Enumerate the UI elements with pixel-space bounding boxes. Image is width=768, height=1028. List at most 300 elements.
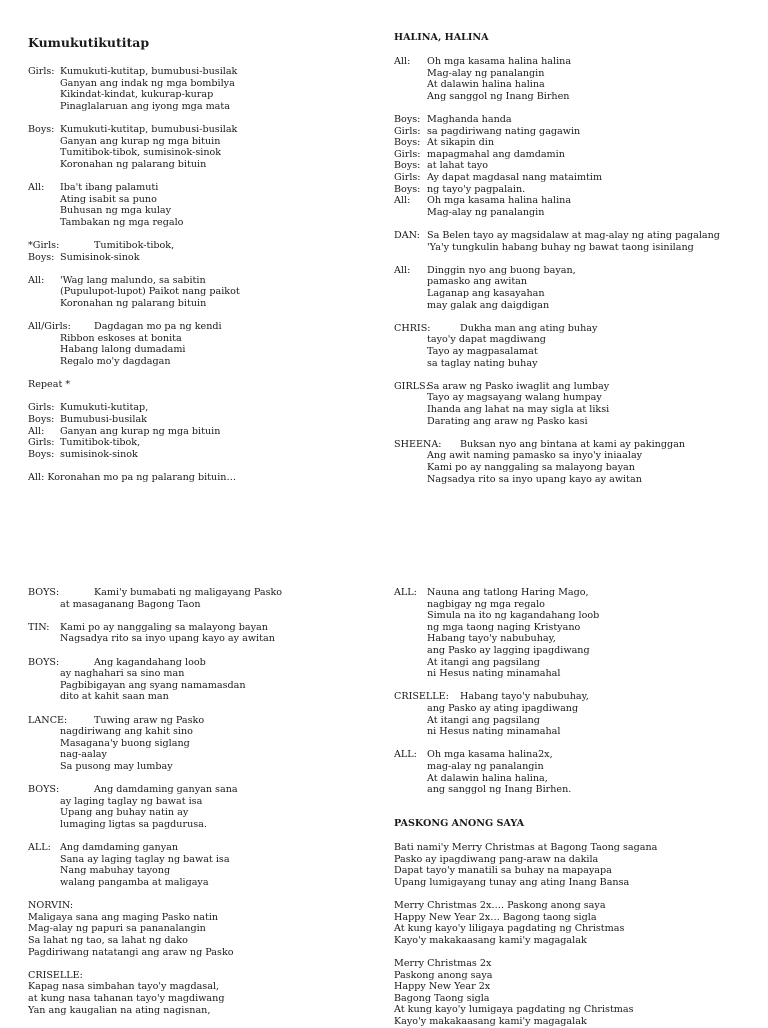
speaker-label: LANCE: (28, 714, 68, 726)
speaker-label: Upang lumigayang tunay ang ating Inang Bansa (394, 876, 630, 888)
speaker-label: Merry Christmas 2x (394, 958, 492, 969)
lyric-line (394, 970, 754, 982)
lyric-line (28, 912, 368, 924)
speaker-label: Bagong Taong sigla (394, 992, 490, 1004)
verse-block (28, 900, 368, 958)
verse-block (394, 749, 754, 795)
lyric-text: Maghanda handa (427, 114, 512, 125)
song-title: PASKONG ANONG SAYA (394, 818, 525, 829)
lyric-line (394, 79, 754, 91)
speaker-label: Boys: (28, 251, 55, 263)
lyric-text: ay naghahari sa sino man (60, 668, 185, 680)
lyric-line (28, 599, 368, 611)
lyric-text: Pagbibigayan ang syang namamasdan (60, 679, 246, 691)
lyric-line (28, 923, 368, 935)
verse-block (28, 182, 368, 228)
lyric-text: ng tayo'y pagpalain. (427, 183, 526, 195)
lyric-line (394, 877, 754, 889)
lyric-text: ang Pasko ay ating ipagdiwang (427, 702, 579, 714)
lyric-text: sumisinok-sinok (60, 448, 138, 460)
song-title: Kumukutikutitap (28, 35, 150, 50)
verse-block (28, 784, 368, 830)
lyric-line (394, 645, 754, 657)
lyric-line (394, 622, 754, 634)
lyric-text: Tambakan ng mga regalo (60, 216, 184, 228)
lyric-line (28, 194, 368, 206)
lyric-line (394, 726, 754, 738)
speaker-label: BOYS: (28, 656, 60, 668)
lyric-line (28, 633, 368, 645)
lyric-text: Nagsadya rito sa inyo upang kayo ay awitan (427, 473, 642, 485)
lyric-text: Bumubusi-busilak (60, 413, 147, 425)
lyric-text: Ang sanggol ng Inang Birhen (427, 90, 570, 102)
lyric-text: Simula na ito ng kagandahang loob (427, 610, 600, 622)
lyric-text: Ribbon eskoses at bonita (60, 332, 182, 344)
speaker-label: All: (28, 274, 45, 286)
lyric-text: Kikindat-kindat, kukurap-kurap (60, 89, 214, 101)
lyric-line (28, 205, 368, 217)
lyric-line (28, 993, 368, 1005)
speaker-label: CRISELLE: (28, 969, 83, 981)
speaker-label: SHEENA: (394, 438, 442, 450)
lyric-text: Regalo mo'y dagdagan (60, 355, 171, 367)
verse-block (28, 379, 368, 391)
lyric-text: Ihanda ang lahat na may sigla at liksi (427, 403, 610, 415)
song-title: HALINA, HALINA (394, 32, 489, 43)
lyric-text: Mag-alay ng panalangin (427, 206, 545, 218)
speaker-label: All: (28, 182, 45, 193)
lyric-line (394, 230, 754, 242)
lyric-line (394, 265, 754, 277)
verse-block (394, 587, 754, 680)
lyric-text: Kumukuti-kutitap, bumubusi-busilak (60, 66, 238, 77)
lyric-line (28, 970, 368, 982)
speaker-label: All: (394, 195, 411, 207)
lyric-text: Koronahan ng palarang bituin (60, 297, 207, 309)
lyric-line (394, 439, 754, 451)
lyric-text: may galak ang daigdigan (427, 299, 550, 311)
speaker-label: *Girls: (28, 240, 60, 251)
lyric-text: Ganyan ang kurap ng mga bituin (60, 425, 221, 437)
lyric-text: nagdiriwang ang kahit sino (60, 726, 193, 738)
lyric-line (394, 276, 754, 288)
lyric-text: Oh mga kasama halina halina (427, 195, 572, 207)
lyric-line (28, 124, 368, 136)
speaker-label: at kung nasa tahanan tayo'y magdiwang (28, 992, 225, 1004)
speaker-label: Girls: (394, 171, 421, 183)
speaker-label: Maligaya sana ang maging Pasko natin (28, 911, 219, 923)
lyric-line (394, 691, 754, 703)
lyric-line (394, 668, 754, 680)
lyric-text: At sikapin din (427, 137, 495, 149)
lyric-line (28, 344, 368, 356)
verse-block (28, 715, 368, 773)
lyric-text: Nang mabuhay tayong (60, 865, 171, 877)
lyric-line (394, 900, 754, 912)
lyric-line (28, 726, 368, 738)
lyric-text: ni Hesus nating minamahal (427, 726, 561, 738)
speaker-label: Happy New Year 2x… Bagong taong sigla (394, 911, 597, 923)
speaker-label: Girls: (28, 402, 55, 414)
speaker-label: Boys: (394, 160, 421, 172)
lyric-line (394, 462, 754, 474)
lyric-text: Nagsadya rito sa inyo upang kayo ay awitan (60, 633, 275, 645)
lyric-text: walang pangamba at maligaya (60, 876, 209, 888)
lyric-text: dito at kahit saan man (60, 691, 169, 703)
lyric-line (28, 854, 368, 866)
lyric-text: Sa pusong may lumbay (60, 760, 173, 772)
lyric-line (394, 773, 754, 785)
lyric-text: At itangi ang pagsilang (427, 714, 540, 726)
speaker-label: Repeat * (28, 379, 71, 391)
lyric-text: Tumitibok-tibok, (94, 240, 175, 251)
lyric-line (28, 275, 368, 287)
lyric-line (28, 333, 368, 345)
lyric-line (28, 587, 368, 599)
lyric-text: Laganap ang kasayahan (427, 287, 545, 299)
lyric-line (28, 715, 368, 727)
lyric-line (394, 300, 754, 312)
lyric-line (394, 137, 754, 149)
lyric-text: ng mga taong naging Kristyano (427, 621, 581, 633)
verse-block (28, 622, 368, 645)
speaker-label: Pagdiriwang natatangi ang araw ng Pasko (28, 946, 234, 958)
speaker-label: All: (394, 264, 411, 276)
lyric-line (394, 358, 754, 370)
lyric-text: Kami po ay nanggaling sa malayong bayan (60, 621, 268, 633)
lyric-text: Kumukuti-kutitap, bumubusi-busilak (60, 124, 238, 135)
speaker-label: BOYS: (28, 784, 60, 796)
speaker-label: Pasko ay ipagdiwang pang-araw na dakila (394, 853, 599, 865)
lyric-line (394, 784, 754, 796)
lyric-line (28, 182, 368, 194)
lyric-line (28, 379, 368, 391)
verse-block (28, 402, 368, 460)
lyric-line (394, 149, 754, 161)
speaker-label: At kung kayo'y lumigaya pagdating ng Christmas (394, 1004, 634, 1016)
lyric-line (394, 346, 754, 358)
lyric-line (394, 334, 754, 346)
lyric-text: At dalawin halina halina, (427, 772, 548, 784)
lyric-line (28, 784, 368, 796)
speaker-label: Merry Christmas 2x…. Paskong anong saya (394, 900, 606, 911)
lyric-line (394, 242, 754, 254)
speaker-label: TIN: (28, 621, 50, 633)
speaker-label: ALL: (394, 587, 417, 598)
lyric-line (394, 981, 754, 993)
speaker-label: Boys: (394, 137, 421, 149)
lyric-text: Ganyan ang indak ng mga bombilya (60, 77, 235, 89)
lyric-line (394, 91, 754, 103)
lyric-text: Sa araw ng Pasko iwaglit ang lumbay (427, 380, 610, 392)
speaker-label: All/Girls: (28, 321, 71, 333)
lyric-line (394, 126, 754, 138)
lyric-text: Habang tayo'y nabubuhay, (427, 633, 556, 645)
verse-block (394, 691, 754, 737)
lyric-text: Kami po ay nanggaling sa malayong bayan (427, 461, 635, 473)
lyric-line (394, 184, 754, 196)
lyric-line (28, 981, 368, 993)
lyric-line (394, 703, 754, 715)
lyric-text: at masaganang Bagong Taon (60, 598, 201, 610)
lyric-text: 'Wag lang malundo, sa sabitin (60, 274, 206, 286)
lyric-text: Tumitibok-tibok, sumisinok-sinok (60, 147, 222, 159)
speaker-label: All: (28, 425, 45, 437)
lyric-text: Iba't ibang palamuti (60, 182, 159, 193)
lyric-text: Habang tayo'y nabubuhay, (460, 691, 589, 703)
lyric-line (394, 657, 754, 669)
lyric-text: Tayo ay magpasalamat (427, 345, 538, 357)
speaker-label: All: (394, 56, 411, 67)
speaker-label: Dapat tayo'y manatili sa buhay na mapayapa (394, 865, 612, 877)
lyric-line (394, 715, 754, 727)
lyric-text: ang sanggol ng Inang Birhen. (427, 784, 572, 796)
speaker-label: Girls: (394, 148, 421, 160)
lyric-text: ni Hesus nating minamahal (427, 668, 561, 680)
lyric-line (28, 449, 368, 461)
lyric-text: Mag-alay ng panalangin (427, 67, 545, 79)
lyric-text: Dagdagan mo pa ng kendi (94, 321, 222, 333)
verse-block (28, 275, 368, 310)
speaker-label: BOYS: (28, 587, 60, 598)
speaker-label: Boys: (394, 183, 421, 195)
lyric-line (28, 414, 368, 426)
lyric-text: Sumisinok-sinok (60, 251, 140, 263)
verse-block (394, 230, 754, 253)
lyric-text: Ang damdaming ganyan (60, 842, 179, 854)
speaker-label: Boys: (394, 114, 421, 125)
lyric-line (394, 474, 754, 486)
lyric-line (28, 321, 368, 333)
speaker-label: Mag-alay ng papuri sa pananalangin (28, 923, 206, 935)
lyric-text: Tumitibok-tibok, (60, 437, 141, 449)
lyric-text: Ating isabit sa puno (60, 193, 157, 205)
lyric-line (394, 923, 754, 935)
lyric-line (28, 738, 368, 750)
lyric-line (28, 749, 368, 761)
speaker-label: DAN: (394, 230, 420, 241)
lyric-line (28, 819, 368, 831)
lyric-text: tayo'y dapat magdiwang (427, 334, 546, 346)
lyric-text: sa pagdiriwang nating gagawin (427, 125, 581, 137)
lyric-line (28, 935, 368, 947)
lyric-text: Masagana'y buong siglang (60, 737, 190, 749)
verse-block (28, 842, 368, 888)
lyric-line (28, 240, 368, 252)
lyric-line (394, 749, 754, 761)
lyric-text: Ang awit naming pamasko sa inyo'y iniaalay (427, 450, 643, 462)
lyric-line (28, 298, 368, 310)
lyric-text: Dinggin nyo ang buong bayan, (427, 264, 576, 276)
speaker-label: Girls: (28, 66, 55, 77)
lyric-line (28, 807, 368, 819)
verse-block (28, 970, 368, 1016)
lyric-line (394, 854, 754, 866)
lyric-text: Buhusan ng mga kulay (60, 205, 172, 217)
speaker-label: At kung kayo'y liligaya pagdating ng Christmas (394, 923, 625, 935)
lyric-line (28, 89, 368, 101)
lyric-line (28, 691, 368, 703)
speaker-label: Kayo'y makakaasang kami'y magagalak (394, 934, 587, 946)
lyric-line (28, 842, 368, 854)
speaker-label: Boys: (28, 448, 55, 460)
speaker-label: Girls: (394, 125, 421, 137)
lyric-line (394, 416, 754, 428)
lyric-text: At itangi ang pagsilang (427, 656, 540, 668)
speaker-label: Kayo'y makakaasang kami'y magagalak (394, 1015, 587, 1027)
lyric-line (28, 402, 368, 414)
lyric-line (28, 865, 368, 877)
lyric-line (28, 622, 368, 634)
lyric-line (394, 392, 754, 404)
lyric-line (28, 796, 368, 808)
lyric-text: Sa Belen tayo ay magsidalaw at mag-alay ng ating pagalang (427, 230, 720, 241)
verse-block (28, 587, 368, 610)
speaker-label: Happy New Year 2x (394, 981, 491, 993)
speaker-label: ALL: (28, 842, 51, 854)
lyric-line (28, 426, 368, 438)
lyric-text: nagbigay ng mga regalo (427, 598, 545, 610)
lyric-line (394, 404, 754, 416)
verse-block (394, 323, 754, 369)
speaker-label: All: Koronahan mo pa ng palarang bituin… (28, 472, 237, 483)
verse-block (28, 66, 368, 112)
lyric-line (394, 610, 754, 622)
lyric-line (394, 323, 754, 335)
lyric-text: 'Ya'y tungkulin habang buhay ng bawat taong isinilang (427, 241, 694, 253)
speaker-label: Boys: (28, 413, 55, 425)
lyric-line (28, 680, 368, 692)
lyric-line (394, 172, 754, 184)
speaker-label: CHRIS: (394, 322, 431, 334)
lyric-text: ang Pasko ay lagging ipagdiwang (427, 644, 590, 656)
lyric-line (28, 437, 368, 449)
lyric-text: Oh mga kasama halina2x, (427, 749, 553, 761)
speaker-label: Sa lahat ng tao, sa lahat ng dako (28, 934, 188, 946)
lyric-text: Pinaglalaruan ang iyong mga mata (60, 100, 230, 112)
lyric-line (28, 78, 368, 90)
lyric-line (394, 633, 754, 645)
verse-block (394, 265, 754, 311)
verse-block (394, 56, 754, 102)
lyric-text: Kami'y bumabati ng maligayang Pasko (94, 587, 283, 598)
lyric-line (394, 288, 754, 300)
lyric-line (394, 450, 754, 462)
lyric-text: Tayo ay magsayang walang humpay (427, 392, 602, 404)
lyric-line (28, 947, 368, 959)
lyric-line (28, 252, 368, 264)
lyric-text: Ang damdaming ganyan sana (94, 784, 238, 796)
lyric-text: (Pupulupot-lupot) Paikot nang paikot (60, 286, 240, 298)
lyric-text: Darating ang araw ng Pasko kasi (427, 415, 588, 427)
lyric-text: lumaging ligtas sa pagdurusa. (60, 818, 207, 830)
speaker-label: Paskong anong saya (394, 969, 493, 981)
lyric-line (394, 381, 754, 393)
verse-block (394, 114, 754, 218)
lyric-line (394, 935, 754, 947)
verse-block (28, 240, 368, 263)
lyric-text: At dalawin halina halina (427, 79, 545, 91)
speaker-label: NORVIN: (28, 900, 74, 912)
verse-block (28, 657, 368, 703)
verse-block (394, 842, 754, 888)
lyric-text: Buksan nyo ang bintana at kami ay pakinggan (460, 438, 686, 450)
speaker-label: Yan ang kaugalian na ating nagisnan, (28, 1004, 211, 1016)
lyric-line (28, 101, 368, 113)
lyric-line (394, 56, 754, 68)
lyric-line (394, 958, 754, 970)
speaker-label: Kapag nasa simbahan tayo'y magdasal, (28, 981, 220, 993)
speaker-label: CRISELLE: (394, 691, 449, 703)
lyric-line (394, 599, 754, 611)
lyric-text: Dukha man ang ating buhay (460, 322, 598, 334)
lyric-line (394, 207, 754, 219)
lyric-line (394, 842, 754, 854)
verse-block (394, 439, 754, 485)
lyric-text: Ang kagandahang loob (94, 656, 206, 668)
lyric-text: sa taglay nating buhay (427, 357, 538, 369)
lyric-line (394, 1004, 754, 1016)
lyric-text: Habang lalong dumadami (60, 344, 186, 356)
lyric-line (394, 195, 754, 207)
lyric-text: Tuwing araw ng Pasko (94, 714, 205, 726)
lyric-text: ay laging taglay ng bawat isa (60, 795, 203, 807)
lyric-text: mapagmahal ang damdamin (427, 148, 565, 160)
lyric-text: Upang ang buhay natin ay (60, 807, 189, 819)
lyric-line (28, 356, 368, 368)
lyric-line (394, 160, 754, 172)
speaker-label: Bati nami'y Merry Christmas at Bagong Taong sagana (394, 842, 658, 853)
lyric-line (394, 587, 754, 599)
lyric-line (28, 66, 368, 78)
verse-block (394, 958, 754, 1028)
lyric-line (28, 286, 368, 298)
lyric-text: Ganyan ang kurap ng mga bituin (60, 135, 221, 147)
verse-block (28, 321, 368, 367)
lyric-line (394, 68, 754, 80)
lyric-text: mag-alay ng panalangin (427, 760, 544, 772)
lyric-line (28, 657, 368, 669)
lyric-text: Kumukuti-kutitap, (60, 402, 149, 414)
lyric-line (28, 472, 368, 484)
lyric-line (28, 668, 368, 680)
speaker-label: ALL: (394, 749, 417, 761)
lyric-line (28, 1005, 368, 1017)
lyric-text: pamasko ang awitan (427, 276, 528, 288)
lyric-text: at lahat tayo (427, 160, 488, 172)
verse-block (394, 900, 754, 946)
lyric-text: Sana ay laging taglay ng bawat isa (60, 853, 230, 865)
lyric-line (28, 136, 368, 148)
lyric-text: Koronahan ng palarang bituin (60, 158, 207, 170)
lyric-text: Ay dapat magdasal nang mataimtim (427, 171, 603, 183)
lyric-line (394, 993, 754, 1005)
lyric-text: nag-aalay (60, 749, 107, 761)
lyric-line (394, 865, 754, 877)
verse-block (394, 381, 754, 427)
lyric-line (394, 1016, 754, 1028)
lyric-line (28, 217, 368, 229)
lyric-line (28, 159, 368, 171)
verse-block (28, 124, 368, 170)
lyric-line (28, 147, 368, 159)
speaker-label: Girls: (28, 437, 55, 449)
lyric-line (28, 900, 368, 912)
lyric-line (394, 761, 754, 773)
lyric-text: Oh mga kasama halina halina (427, 56, 572, 67)
lyric-line (394, 912, 754, 924)
lyric-line (394, 114, 754, 126)
